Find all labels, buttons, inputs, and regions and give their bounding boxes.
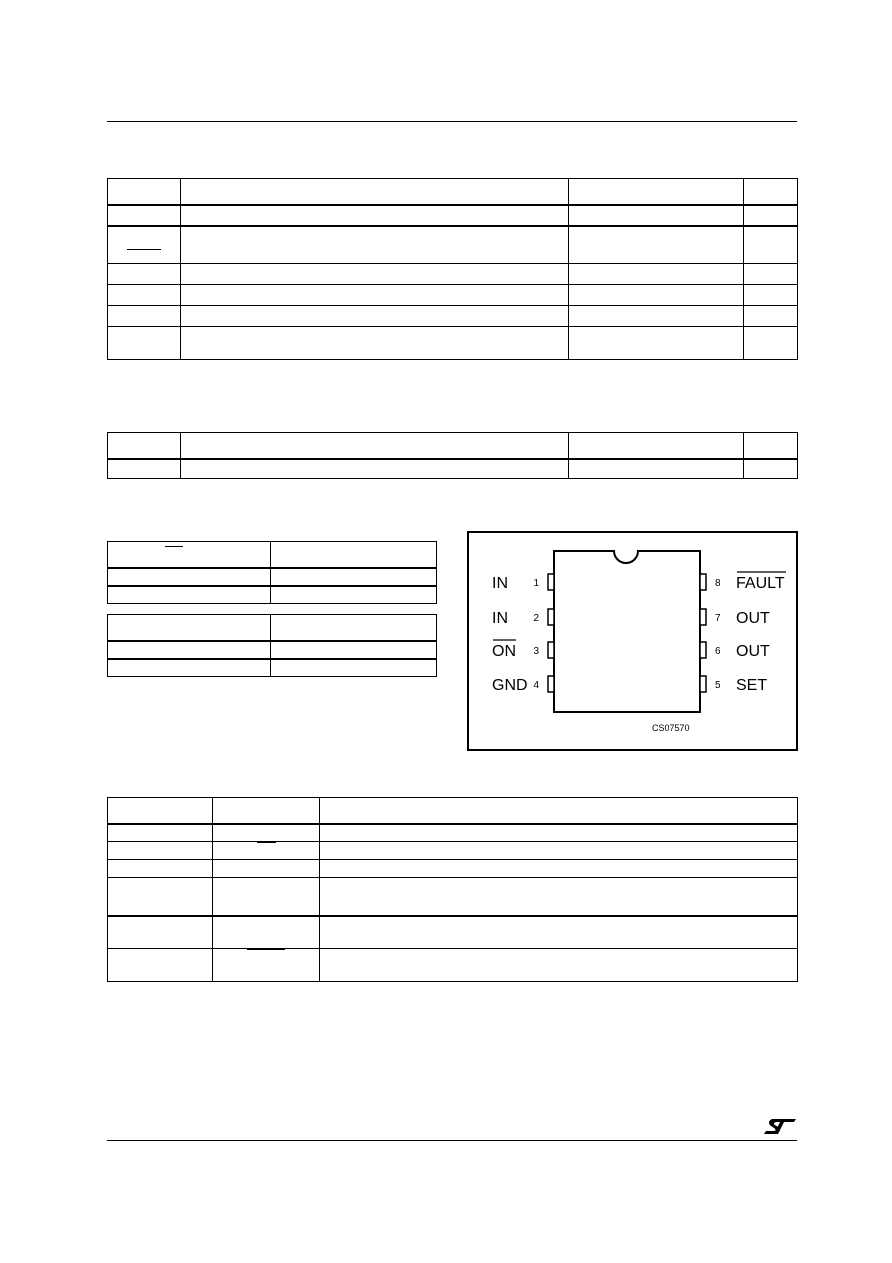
pin-7 (700, 609, 770, 627)
ratings-table (107, 178, 798, 360)
pin-1 (492, 574, 554, 592)
pin-lead (548, 642, 554, 658)
overline-mark (127, 249, 161, 250)
table-row (108, 179, 798, 205)
pin-name: IN (492, 610, 508, 627)
pin-description-table (107, 797, 798, 982)
table-row (108, 226, 798, 264)
thermal-table (107, 432, 798, 479)
pin-lead (548, 574, 554, 590)
overline-mark (165, 546, 183, 547)
pin-name: ON (492, 643, 516, 660)
table-row (108, 949, 798, 982)
pin-6 (700, 642, 770, 660)
table-row (108, 586, 437, 604)
pin-name: GND (492, 677, 528, 694)
table-row (108, 205, 798, 226)
table-row (108, 916, 798, 949)
pin-number: 6 (715, 646, 721, 657)
table-row (108, 842, 798, 860)
footer-rule (107, 1140, 797, 1141)
table-row (108, 327, 798, 360)
pin-lead (700, 574, 706, 590)
pin-name: IN (492, 575, 508, 592)
pin-4 (492, 676, 554, 694)
truth-table-a (107, 541, 437, 604)
pin-number: 1 (533, 578, 539, 589)
pin-name: OUT (736, 610, 770, 627)
table-row (108, 542, 437, 568)
pin-lead (700, 676, 706, 692)
table-row (108, 433, 798, 459)
dip8-package (469, 533, 796, 749)
pin-number: 7 (715, 613, 721, 624)
pin-name: OUT (736, 643, 770, 660)
table-row (108, 641, 437, 659)
pin-lead (548, 676, 554, 692)
table-row (108, 285, 798, 306)
pin-3 (492, 640, 554, 660)
overline-mark (257, 842, 276, 843)
package-body (554, 551, 700, 712)
pin-lead (700, 642, 706, 658)
table-row (108, 878, 798, 916)
pin-number: 8 (715, 578, 721, 589)
table-row (108, 824, 798, 842)
pin-name: SET (736, 677, 768, 694)
pin-number: 3 (533, 646, 539, 657)
pin-number: 4 (533, 680, 539, 691)
pin-lead (700, 609, 706, 625)
pin-5 (700, 676, 767, 694)
pin-connection-diagram (467, 531, 798, 751)
pin-number: 5 (715, 680, 721, 691)
table-row (108, 459, 798, 479)
table-row (108, 659, 437, 677)
table-row (108, 615, 437, 641)
pin-8 (700, 572, 786, 592)
truth-table-b (107, 614, 437, 677)
pin-number: 2 (533, 613, 539, 624)
header-rule (107, 121, 797, 122)
pin-2 (492, 609, 554, 627)
table-row (108, 568, 437, 586)
table-row (108, 860, 798, 878)
table-row (108, 306, 798, 327)
overline-mark (247, 949, 285, 950)
table-row (108, 798, 798, 824)
pin-name: FAULT (736, 575, 785, 592)
figure-code: CS07570 (652, 723, 690, 733)
table-row (108, 264, 798, 285)
pin-lead (548, 609, 554, 625)
st-logo-icon (763, 1118, 797, 1135)
